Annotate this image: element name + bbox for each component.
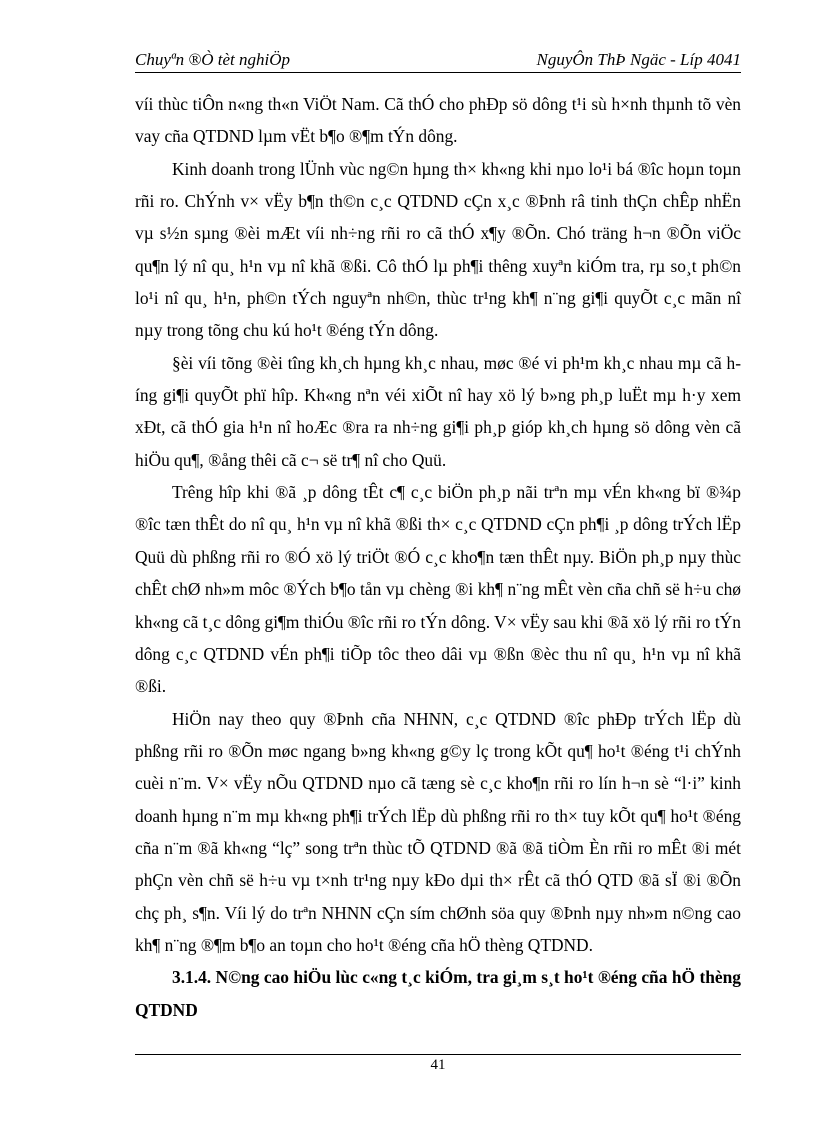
paragraph: HiÖn nay theo quy ®Þnh cña NHNN, c¸c QTDND ®îc phÐp trÝch lËp dù phßng rñi ro ®Õn møc ngang b»ng kh«ng g©y lç trong kÕt qu¶ ho¹t ®éng t¹i chÝnh cuèi n¨m. V× vËy nÕu QTDND nµo cã tæng sè c¸c kho¶n rñi ro lín h¬n sè “l·i” kinh doanh hµng n¨m mµ kh«ng ph¶i trÝch lËp dù phßng rñi ro th× tuy kÕt qu¶ ho¹t ®éng cña n¨m ®ã kh«ng “lç” song trªn thùc tÕ QTDND ®ã ®ã tiÒm Èn rñi ro mÊt ®i mét phÇn vèn chñ së h÷u vµ t×nh tr¹ng nµy kÐo dµi th× rÊt cã thÓ QTD ®ã sÏ ®i ®Õn chç ph¸ s¶n. Víi lý do trªn NHNN cÇn sím chØnh söa quy ®Þnh nµy nh»m n©ng cao kh¶ n¨ng ®¶m b¶o an toµn cho ho¹t ®éng cña hÖ thèng QTDND. — [135, 708, 741, 955]
header-document-type: Chuyªn ®Ò tèt nghiÖp — [135, 50, 291, 69]
page-number: 41 — [430, 1057, 446, 1073]
running-header — [135, 48, 741, 73]
header-author-class: NguyÔn ThÞ Ngäc - Líp 4041 — [536, 50, 741, 69]
body-text — [135, 88, 741, 1026]
section-heading: 3.1.4. N©ng cao hiÖu lùc c«ng t¸c kiÓm, tra gi¸m s¸t ho¹t ®éng cña hÖ thèng QTDND — [135, 967, 741, 1020]
paragraph: §èi víi tõng ®èi tîng kh¸ch hµng kh¸c nhau, møc ®é vi ph¹m kh¸c nhau mµ cã híng gi¶i quyÕt phï hîp. Kh«ng nªn véi xiÕt nî hay xö lý b»ng ph¸p luËt mµ h·y xem xÐt, cã thÓ gia h¹n nî hoÆc ®ra ra nh÷ng gi¶i ph¸p gióp kh¸ch hµng sö dông vèn cã hiÖu qu¶, ®ång thêi cã c¬ së tr¶ nî cho Quü. — [135, 352, 741, 470]
paragraph: Trêng hîp khi ®ã ¸p dông tÊt c¶ c¸c biÖn ph¸p nãi trªn mµ vÉn kh«ng bï ®¾p ®îc tæn thÊt do nî qu¸ h¹n vµ nî khã ®ßi th× c¸c QTDND cÇn ph¶i ¸p dông trÝch lËp Quü dù phßng rñi ro ®Ó xö lý triÖt ®Ó c¸c kho¶n tæn thÊt nµy. BiÖn ph¸p nµy thùc chÊt chØ nh»m môc ®Ých b¶o tån vµ chèng ®i kh¶ n¨ng mÊt vèn cña chñ së h÷u chø kh«ng cã t¸c dông gi¶m thiÓu ®îc rñi ro tÝn dông. V× vËy sau khi ®ã xö lý rñi ro tÝn dông c¸c QTDND vÉn ph¶i tiÕp tôc theo dâi vµ ®ßn ®èc thu nî qu¸ h¹n vµ nî khã ®ßi. — [135, 482, 741, 697]
paragraph: Kinh doanh trong lÜnh vùc ng©n hµng th× kh«ng khi nµo lo¹i bá ®îc hoµn toµn rñi ro. ChÝnh v× vËy b¶n th©n c¸c QTDND cÇn x¸c ®Þnh râ tinh thÇn chÊp nhËn vµ s½n sµng ®èi mÆt víi nh÷ng rñi ro cã thÓ x¶y ®Õn. Chó träng h¬n ®Õn viÖc qu¶n lý nî qu¸ h¹n vµ nî khã ®ßi. Cô thÓ lµ ph¶i thêng xuyªn kiÓm tra, rµ so¸t ph©n lo¹i nî qu¸ h¹n, ph©n tÝch nguyªn nh©n, thùc tr¹ng kh¶ n¨ng gi¶i quyÕt c¸c mãn nî nµy trong tõng chu kú ho¹t ®éng tÝn dông. — [135, 158, 741, 341]
paragraph-continuation: víi thùc tiÔn n«ng th«n ViÖt Nam. Cã thÓ cho phÐp sö dông t¹i sù h×nh thµnh tõ vèn vay cña QTDND lµm vËt b¶o ®¶m tÝn dông. — [135, 94, 741, 147]
